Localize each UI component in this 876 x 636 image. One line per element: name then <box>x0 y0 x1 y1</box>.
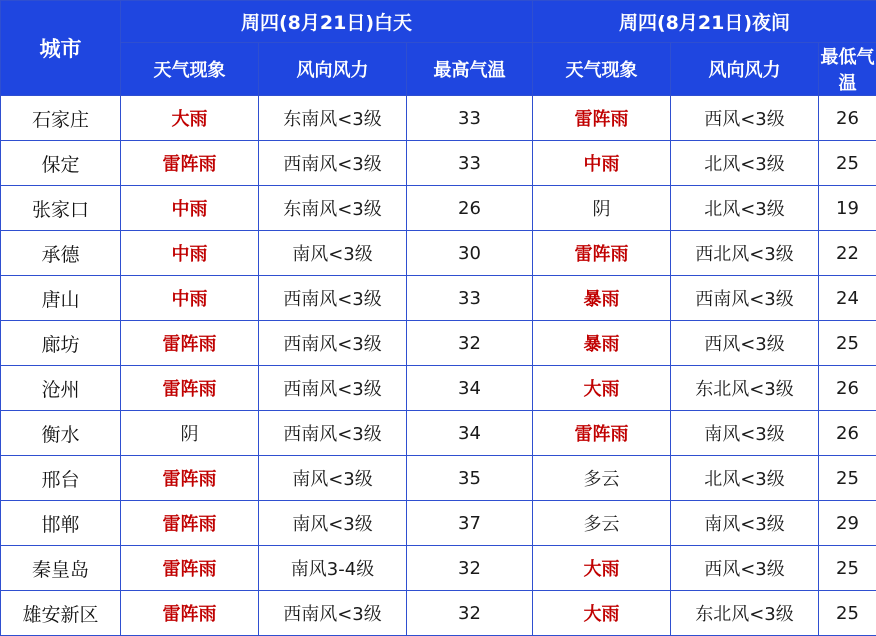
cell-temp-min: 25 <box>819 591 876 636</box>
cell-day-phenomenon: 中雨 <box>121 186 259 231</box>
cell-day-phenomenon: 雷阵雨 <box>121 321 259 366</box>
cell-city: 张家口 <box>1 186 121 231</box>
cell-day-phenomenon: 阴 <box>121 411 259 456</box>
cell-city: 衡水 <box>1 411 121 456</box>
cell-temp-max: 35 <box>407 456 533 501</box>
cell-night-wind: 西风<3级 <box>671 321 819 366</box>
cell-day-wind: 南风<3级 <box>259 501 407 546</box>
table-row <box>1 546 876 591</box>
cell-night-phenomenon: 雷阵雨 <box>533 231 671 276</box>
cell-day-wind: 西南风<3级 <box>259 321 407 366</box>
cell-night-wind: 北风<3级 <box>671 186 819 231</box>
cell-temp-min: 25 <box>819 456 876 501</box>
cell-night-wind: 西南风<3级 <box>671 276 819 321</box>
cell-temp-min: 22 <box>819 231 876 276</box>
cell-day-wind: 西南风<3级 <box>259 141 407 186</box>
table-row <box>1 411 876 456</box>
cell-night-wind: 东北风<3级 <box>671 591 819 636</box>
table-body <box>1 96 876 636</box>
column-header-temp-max: 最高气温 <box>407 43 533 96</box>
cell-night-phenomenon: 暴雨 <box>533 321 671 366</box>
cell-day-phenomenon: 雷阵雨 <box>121 546 259 591</box>
group-header-daytime: 周四(8月21日)白天 <box>121 1 533 43</box>
cell-night-wind: 北风<3级 <box>671 141 819 186</box>
cell-night-wind: 西风<3级 <box>671 96 819 141</box>
cell-city: 邯郸 <box>1 501 121 546</box>
table-row <box>1 321 876 366</box>
cell-day-phenomenon: 雷阵雨 <box>121 456 259 501</box>
cell-night-phenomenon: 多云 <box>533 501 671 546</box>
cell-night-phenomenon: 雷阵雨 <box>533 96 671 141</box>
cell-day-phenomenon: 雷阵雨 <box>121 591 259 636</box>
cell-temp-min: 29 <box>819 501 876 546</box>
cell-night-phenomenon: 中雨 <box>533 141 671 186</box>
cell-night-wind: 西北风<3级 <box>671 231 819 276</box>
column-header-day-wind: 风向风力 <box>259 43 407 96</box>
cell-temp-max: 34 <box>407 411 533 456</box>
cell-temp-min: 19 <box>819 186 876 231</box>
cell-night-wind: 北风<3级 <box>671 456 819 501</box>
cell-temp-max: 33 <box>407 276 533 321</box>
table-row <box>1 456 876 501</box>
cell-temp-max: 32 <box>407 591 533 636</box>
cell-temp-max: 26 <box>407 186 533 231</box>
cell-temp-min: 25 <box>819 141 876 186</box>
column-header-temp-min: 最低气温 <box>819 43 876 96</box>
table-row <box>1 276 876 321</box>
cell-temp-max: 37 <box>407 501 533 546</box>
cell-day-phenomenon: 雷阵雨 <box>121 501 259 546</box>
table-row <box>1 141 876 186</box>
cell-night-phenomenon: 暴雨 <box>533 276 671 321</box>
cell-temp-max: 32 <box>407 321 533 366</box>
header-row-sub <box>1 43 876 96</box>
cell-day-wind: 西南风<3级 <box>259 591 407 636</box>
column-header-night-wind: 风向风力 <box>671 43 819 96</box>
table-row <box>1 186 876 231</box>
cell-night-phenomenon: 大雨 <box>533 366 671 411</box>
table-row <box>1 501 876 546</box>
cell-night-phenomenon: 大雨 <box>533 546 671 591</box>
cell-temp-min: 25 <box>819 546 876 591</box>
table-row <box>1 366 876 411</box>
cell-city: 唐山 <box>1 276 121 321</box>
cell-day-wind: 南风<3级 <box>259 456 407 501</box>
cell-temp-min: 25 <box>819 321 876 366</box>
cell-temp-min: 26 <box>819 366 876 411</box>
cell-night-wind: 西风<3级 <box>671 546 819 591</box>
cell-night-wind: 东北风<3级 <box>671 366 819 411</box>
column-header-night-phenomenon: 天气现象 <box>533 43 671 96</box>
cell-temp-max: 32 <box>407 546 533 591</box>
cell-city: 沧州 <box>1 366 121 411</box>
cell-day-phenomenon: 雷阵雨 <box>121 366 259 411</box>
cell-day-phenomenon: 中雨 <box>121 231 259 276</box>
cell-city: 石家庄 <box>1 96 121 141</box>
cell-night-wind: 南风<3级 <box>671 411 819 456</box>
cell-temp-max: 34 <box>407 366 533 411</box>
cell-temp-max: 33 <box>407 141 533 186</box>
cell-day-wind: 西南风<3级 <box>259 276 407 321</box>
cell-night-wind: 南风<3级 <box>671 501 819 546</box>
cell-temp-max: 30 <box>407 231 533 276</box>
cell-day-wind: 南风<3级 <box>259 231 407 276</box>
table-header <box>1 1 876 96</box>
cell-temp-min: 26 <box>819 411 876 456</box>
cell-night-phenomenon: 大雨 <box>533 591 671 636</box>
cell-city: 雄安新区 <box>1 591 121 636</box>
column-header-day-phenomenon: 天气现象 <box>121 43 259 96</box>
cell-temp-min: 26 <box>819 96 876 141</box>
cell-city: 邢台 <box>1 456 121 501</box>
table-row <box>1 231 876 276</box>
cell-night-phenomenon: 阴 <box>533 186 671 231</box>
cell-day-wind: 西南风<3级 <box>259 366 407 411</box>
cell-day-phenomenon: 雷阵雨 <box>121 141 259 186</box>
header-row-group <box>1 1 876 43</box>
cell-day-wind: 东南风<3级 <box>259 96 407 141</box>
group-header-nighttime: 周四(8月21日)夜间 <box>533 1 876 43</box>
cell-night-phenomenon: 多云 <box>533 456 671 501</box>
cell-temp-min: 24 <box>819 276 876 321</box>
column-header-city: 城市 <box>1 1 121 96</box>
cell-day-wind: 南风3-4级 <box>259 546 407 591</box>
cell-night-phenomenon: 雷阵雨 <box>533 411 671 456</box>
cell-city: 承德 <box>1 231 121 276</box>
cell-day-wind: 东南风<3级 <box>259 186 407 231</box>
cell-day-phenomenon: 大雨 <box>121 96 259 141</box>
cell-day-phenomenon: 中雨 <box>121 276 259 321</box>
cell-temp-max: 33 <box>407 96 533 141</box>
cell-city: 廊坊 <box>1 321 121 366</box>
cell-city: 秦皇岛 <box>1 546 121 591</box>
table-row <box>1 96 876 141</box>
table-row <box>1 591 876 636</box>
cell-city: 保定 <box>1 141 121 186</box>
cell-day-wind: 西南风<3级 <box>259 411 407 456</box>
